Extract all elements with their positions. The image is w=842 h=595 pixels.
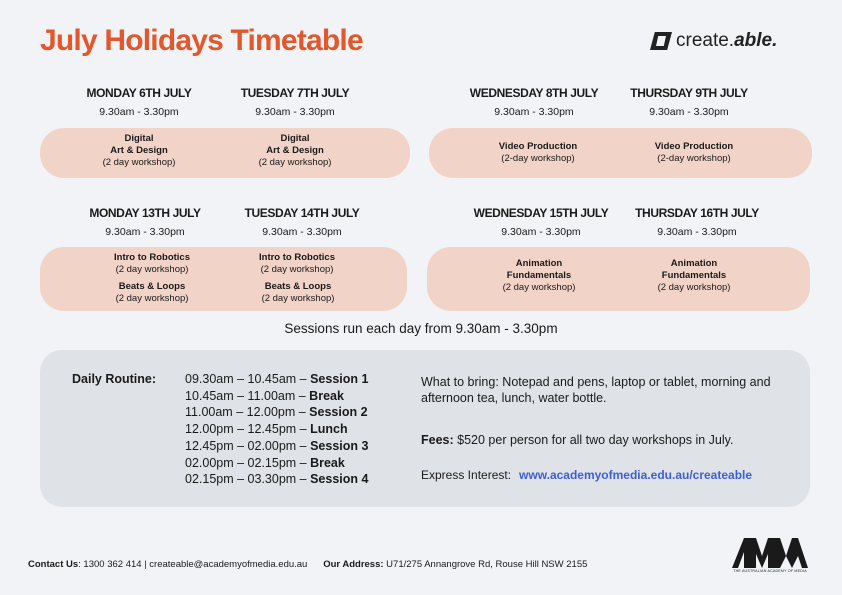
day-name: TUESDAY 14TH JULY <box>244 206 360 220</box>
workshop-video-production-wed: Video Production (2-day workshop) <box>498 141 578 164</box>
routine-item: 12.45pm – 02.00pm – Session 3 <box>185 438 369 453</box>
day-time: 9.30am - 3.30pm <box>262 226 342 238</box>
fees-label: Fees: <box>421 433 454 447</box>
day-header-wed-8 <box>454 86 614 118</box>
brand-suffix: able. <box>734 30 778 51</box>
workshop-beats-mon: Beats & Loops (2 day workshop) <box>115 281 189 304</box>
day-time: 9.30am - 3.30pm <box>99 106 179 118</box>
routine-item: 02.15pm – 03.30pm – Session 4 <box>185 472 369 487</box>
what-to-bring: What to bring: Notepad and pens, laptop or tablet, morning and afternoon tea, lunch, water bottle. <box>421 375 771 405</box>
day-name: THURSDAY 9TH JULY <box>630 86 748 100</box>
workshop-beats-tue: Beats & Loops (2 day workshop) <box>261 281 335 304</box>
day-name: TUESDAY 7TH JULY <box>240 86 350 100</box>
day-name: MONDAY 6TH JULY <box>86 86 192 100</box>
workshop-robotics-mon: Intro to Robotics (2 day workshop) <box>114 252 190 275</box>
fees-text: $520 per person for all two day workshops in July. <box>453 433 734 447</box>
fees <box>421 433 733 447</box>
contact-label: Contact Us <box>28 559 79 570</box>
day-header-tue-7 <box>215 86 375 118</box>
daily-routine-label: Daily Routine: <box>72 372 157 386</box>
brand-prefix: create. <box>676 30 735 51</box>
day-header-thu-9 <box>609 86 769 118</box>
day-name: WEDNESDAY 8TH JULY <box>469 86 599 100</box>
workshop-animation-thu: Animation Fundamentals (2 day workshop) <box>657 258 731 293</box>
academy-logo-text: THE AUSTRALIAN ACADEMY OF MEDIA <box>733 569 807 573</box>
day-time: 9.30am - 3.30pm <box>255 106 335 118</box>
createable-logo-icon <box>650 32 672 50</box>
academy-logo <box>730 536 810 573</box>
workshop-digital-art-tue: Digital Art & Design (2 day workshop) <box>258 133 332 168</box>
routine-item: 09.30am – 10.45am – Session 1 <box>185 372 369 386</box>
routine-item: 12.00pm – 12.45pm – Lunch <box>185 422 348 437</box>
createable-logo <box>650 30 777 52</box>
day-header-thu-16 <box>617 206 777 238</box>
address-label: Our Address: <box>323 559 384 570</box>
workshop-animation-wed: Animation Fundamentals (2 day workshop) <box>502 258 576 293</box>
contact-details: : 1300 362 414 | createable@academyofmedia.edu.au <box>78 559 308 570</box>
sessions-note: Sessions run each day from 9.30am - 3.30pm <box>284 321 558 336</box>
day-name: THURSDAY 16TH JULY <box>635 206 759 220</box>
day-name: MONDAY 13TH JULY <box>89 206 201 220</box>
day-time: 9.30am - 3.30pm <box>105 226 185 238</box>
academy-logo-icon <box>730 536 810 568</box>
day-name: WEDNESDAY 15TH JULY <box>473 206 609 220</box>
address-text: U71/275 Annangrove Rd, Rouse Hill NSW 2155 <box>383 559 588 570</box>
day-time: 9.30am - 3.30pm <box>649 106 729 118</box>
page-title: July Holidays Timetable <box>40 24 363 57</box>
day-header-mon-6 <box>59 86 219 118</box>
workshop-video-production-thu: Video Production (2-day workshop) <box>654 141 734 164</box>
daily-routine-list <box>185 371 368 488</box>
express-label: Express Interest: <box>421 468 512 482</box>
express-interest-link[interactable]: www.academyofmedia.edu.au/createable <box>519 468 753 482</box>
routine-item: 02.00pm – 02.15pm – Break <box>185 455 345 470</box>
footer-contact <box>28 559 587 570</box>
day-header-mon-13 <box>65 206 225 238</box>
day-header-wed-15 <box>461 206 621 238</box>
day-time: 9.30am - 3.30pm <box>501 226 581 238</box>
workshop-digital-art-mon: Digital Art & Design (2 day workshop) <box>102 133 176 168</box>
day-time: 9.30am - 3.30pm <box>657 226 737 238</box>
workshop-robotics-tue: Intro to Robotics (2 day workshop) <box>259 252 335 275</box>
express-interest <box>421 468 752 482</box>
day-time: 9.30am - 3.30pm <box>494 106 574 118</box>
day-header-tue-14 <box>222 206 382 238</box>
routine-item: 11.00am – 12.00pm – Session 2 <box>185 405 368 420</box>
routine-item: 10.45am – 11.00am – Break <box>185 388 344 403</box>
